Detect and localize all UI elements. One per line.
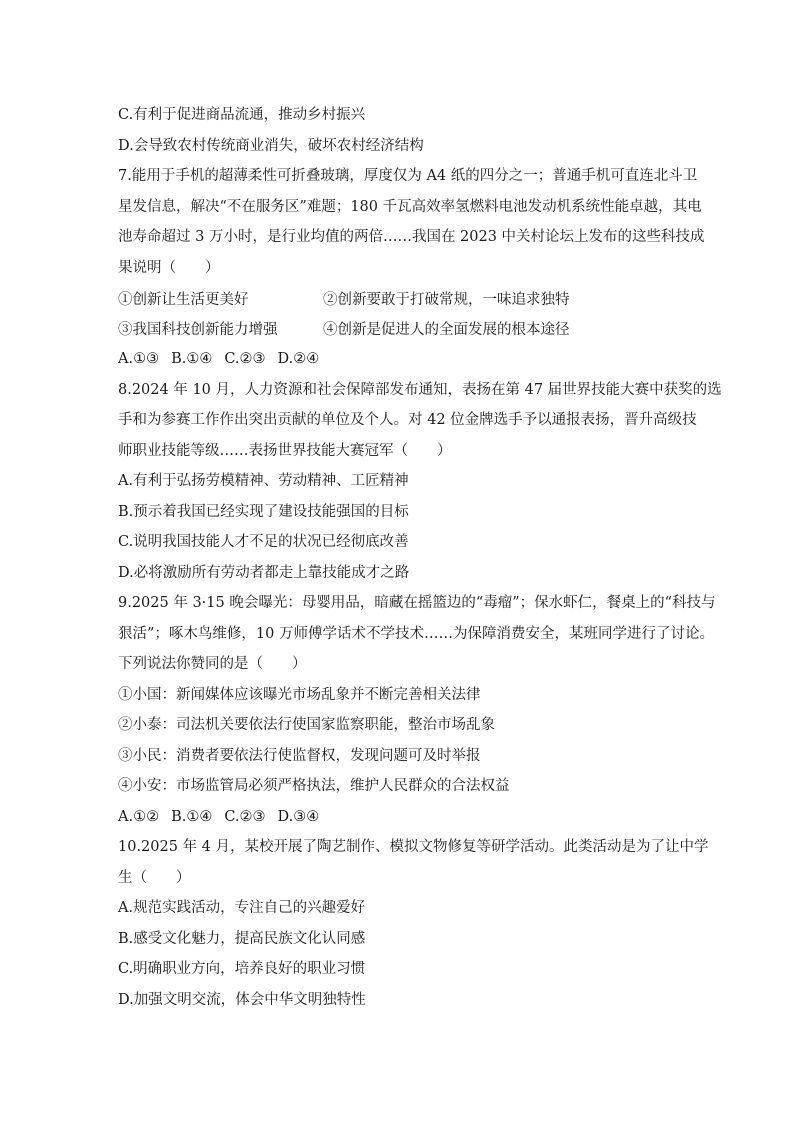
question-8: [118, 375, 722, 589]
q9-choices: [118, 802, 678, 833]
q10-stem-line: 生（ ）: [118, 869, 191, 886]
q7-item: ④创新是促进人的全面发展的根本途径: [323, 322, 570, 339]
q7-items-row: [118, 314, 678, 345]
q7-item: ③我国科技创新能力增强: [118, 322, 278, 339]
q7-choice-d: D.②④: [277, 351, 320, 368]
q9-stem-line: 9.2025 年 3·15 晚会曝光：母婴用品，暗藏在摇篮边的“毒瘤”；保水虾仁，餐桌上的“科技与: [118, 595, 716, 612]
q7-stem-line: 果说明（ ）: [118, 259, 220, 276]
q7-choice-b: B.①④: [171, 351, 213, 368]
q9-choice-a: A.①②: [118, 808, 160, 825]
q8-stem-line: 师职业技能等级……表扬世界技能大赛冠军（ ）: [118, 442, 452, 459]
q9-item: ④小安：市场监管局必须严格执法，维护人民群众的合法权益: [118, 778, 510, 795]
q9-item: ③小民：消费者要依法行使监督权，发现问题可及时举报: [118, 747, 481, 764]
q8-stem-line: 手和为参赛工作作出突出贡献的单位及个人。对 42 位金牌选手予以通报表扬，晋升高级技: [118, 412, 697, 429]
q9-item: ①小国：新闻媒体应该曝光市场乱象并不断完善相关法律: [118, 686, 481, 703]
question-7: [118, 161, 705, 375]
q7-choices: [118, 344, 678, 375]
q7-items-row: [118, 283, 678, 314]
q7-stem-line: 池寿命超过 3 万小时，是行业均值的两倍……我国在 2023 中关村论坛上发布的这些科技成: [118, 229, 705, 246]
q7-stem-line: 星发信息，解决“不在服务区”难题；180 千瓦高效率氢燃料电池发动机系统性能卓越，其电: [118, 198, 702, 215]
q10-stem-line: 10.2025 年 4 月，某校开展了陶艺制作、模拟文物修复等研学活动。此类活动是为了让中学: [118, 839, 709, 856]
q7-item: ②创新要敢于打破常规，一味追求独特: [323, 291, 570, 308]
q10-option-a: A.规范实践活动，专注自己的兴趣爱好: [118, 900, 366, 917]
question-10: [118, 832, 709, 1015]
q8-stem-line: 8.2024 年 10 月，人力资源和社会保障部发布通知，表扬在第 47 届世界技能大赛中获奖的选: [118, 381, 722, 398]
question-9: [118, 588, 716, 832]
q9-choice-b: B.①④: [171, 808, 213, 825]
exam-content: [118, 100, 722, 1015]
q9-choice-d: D.③④: [277, 808, 320, 825]
q8-option-c: C.说明我国技能人才不足的状况已经彻底改善: [118, 534, 409, 551]
q9-stem-line: 狠活”；啄木鸟维修，10 万师傅学话术不学技术……为保障消费安全，某班同学进行了讨论。: [118, 625, 714, 642]
q10-option-c: C.明确职业方向，培养良好的职业习惯: [118, 961, 366, 978]
q7-choice-a: A.①③: [118, 351, 160, 368]
q8-option-a: A.有利于弘扬劳模精神、劳动精神、工匠精神: [118, 473, 409, 490]
q8-option-b: B.预示着我国已经实现了建设技能强国的目标: [118, 503, 409, 520]
q10-option-b: B.感受文化魅力，提高民族文化认同感: [118, 930, 366, 947]
q8-option-d: D.必将激励所有劳动者都走上靠技能成才之路: [118, 564, 410, 581]
q6-option-c: C.有利于促进商品流通，推动乡村振兴: [118, 107, 366, 124]
q9-item: ②小泰：司法机关要依法行使国家监察职能，整治市场乱象: [118, 717, 495, 734]
q9-choice-c: C.②③: [224, 808, 266, 825]
q6-option-d: D.会导致农村传统商业消失，破坏农村经济结构: [118, 137, 424, 154]
q7-choice-c: C.②③: [224, 351, 266, 368]
q7-stem-line: 7.能用于手机的超薄柔性可折叠玻璃，厚度仅为 A4 纸的四分之一；普通手机可直连北斗卫: [118, 168, 698, 185]
q7-item: ①创新让生活更美好: [118, 291, 249, 308]
q9-stem-line: 下列说法你赞同的是（ ）: [118, 656, 307, 673]
q10-option-d: D.加强文明交流，体会中华文明独特性: [118, 991, 366, 1008]
